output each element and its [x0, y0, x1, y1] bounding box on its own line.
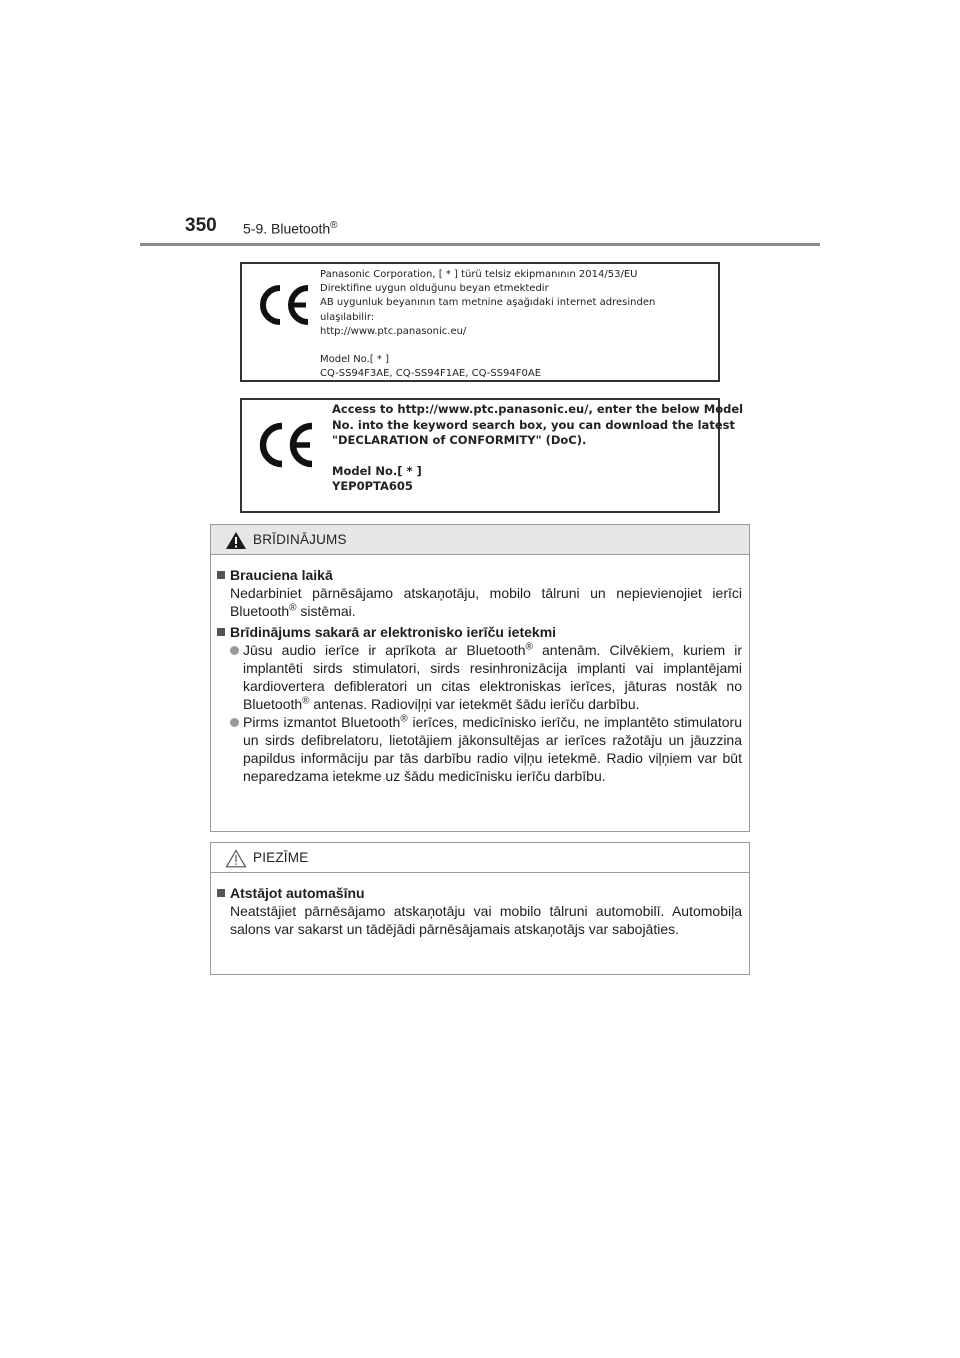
paragraph: Neatstājiet pārnēsājamo atskaņotāju vai mobilo tālruni automobilī. Automobiļa salons var sakarst un tādējādi pārnēsājamais atskaņotājs var sabojāties.	[230, 903, 742, 937]
bullet-text-part: ierīces, medicīnisko ierīču, ne implantēto stimulatoru un sirds defibrelatoru, lietotājiem jākonsultējas ar ierīces ražotāju un jāuzzina papildus informāciju par tās darbību radio viļņu ietekmē. Radio viļņiem var būt neparedzama ietekme uz šādu medicīnisku ierīču darbību.	[243, 714, 742, 784]
warning-body	[211, 555, 749, 785]
paragraph-text: Nedarbiniet pārnēsājamo atskaņotāju, mobilo tālruni un nepievienojiet ierīci Bluetooth	[230, 585, 742, 619]
registered-mark: ®	[330, 220, 338, 231]
paragraph-text: sistēmai.	[296, 603, 356, 619]
ce-line: AB uygunluk beyanının tam metnine aşağıdaki internet adresinden	[320, 297, 656, 309]
bullet-text	[243, 641, 742, 713]
registered-mark: ®	[302, 695, 310, 707]
note-panel	[210, 842, 750, 975]
round-bullet-icon	[230, 646, 239, 655]
model-numbers: YEP0PTA605	[332, 479, 413, 494]
warning-title: BRĪDINĀJUMS	[253, 532, 347, 547]
ce-line: Access to http://www.ptc.panasonic.eu/, enter the below Model	[332, 402, 744, 416]
ce-url: http://www.ptc.panasonic.eu/	[320, 325, 467, 337]
registered-mark: ®	[289, 602, 297, 614]
model-label: Model No.[ * ]	[332, 463, 422, 478]
note-body	[211, 873, 749, 938]
section-title-text: 5-9. Bluetooth	[243, 220, 331, 237]
subheading-text: Atstājot automašīnu	[230, 885, 365, 901]
note-title: PIEZĪME	[253, 850, 309, 865]
subheading-text: Brīdinājums sakarā ar elektronisko ierīču ietekmi	[230, 624, 557, 640]
ce-line: No. into the keyword search box, you can download the latest	[332, 417, 735, 432]
subheading	[217, 623, 742, 641]
ce-declaration-box-tr	[240, 262, 720, 382]
ce-mark-icon	[256, 420, 318, 470]
round-bullet-icon	[230, 718, 239, 727]
ce-declaration-text	[332, 402, 743, 495]
bullet-item	[230, 641, 742, 713]
bullet-text-part: Jūsu audio ierīce ir aprīkota ar Bluetooth	[243, 642, 526, 658]
bullet-item	[230, 713, 742, 785]
bullet-text-part: antenas. Radioviļņi var ietekmēt šādu ierīču darbību.	[309, 696, 640, 712]
square-bullet-icon	[217, 628, 225, 636]
warning-triangle-icon	[225, 531, 247, 550]
subheading	[217, 884, 742, 902]
subheading-text: Brauciena laikā	[230, 567, 333, 583]
subheading	[217, 566, 742, 584]
ce-line: Direktifine uygun olduğunu beyan etmektedir	[320, 283, 549, 295]
ce-line: ulaşılabilir:	[320, 311, 375, 323]
registered-mark: ®	[400, 713, 408, 725]
registered-mark: ®	[525, 641, 533, 653]
page-number: 350	[185, 215, 217, 236]
note-header	[211, 843, 749, 873]
bullet-text	[243, 713, 742, 785]
square-bullet-icon	[217, 889, 225, 897]
warning-header	[211, 525, 749, 555]
model-label: Model No.[ * ]	[320, 354, 389, 366]
bullet-text-part: Pirms izmantot Bluetooth	[243, 714, 401, 730]
header-rule	[140, 243, 820, 246]
ce-mark-icon	[256, 282, 314, 328]
model-numbers: CQ-SS94F3AE, CQ-SS94F1AE, CQ-SS94F0AE	[320, 368, 542, 380]
ce-line: Panasonic Corporation, [ * ] türü telsiz ekipmanının 2014/53/EU	[320, 269, 638, 280]
square-bullet-icon	[217, 571, 225, 579]
ce-line: "DECLARATION of CONFORMITY" (DoC).	[332, 433, 587, 448]
warning-panel	[210, 524, 750, 832]
ce-declaration-text	[320, 268, 655, 381]
section-title	[243, 220, 338, 237]
caution-outline-icon	[225, 849, 247, 868]
bullet-text-part: antenām. Cilvēkiem, kuriem ir implantēti sirds stimulatori, sirds resinhronizācija implanti vai implantējami kardiovertera defibleratori un citas elektroniskas ierīces, jāturas nostāk no Bluetooth	[243, 642, 742, 712]
ce-declaration-box-en	[240, 398, 744, 513]
paragraph	[230, 584, 742, 620]
